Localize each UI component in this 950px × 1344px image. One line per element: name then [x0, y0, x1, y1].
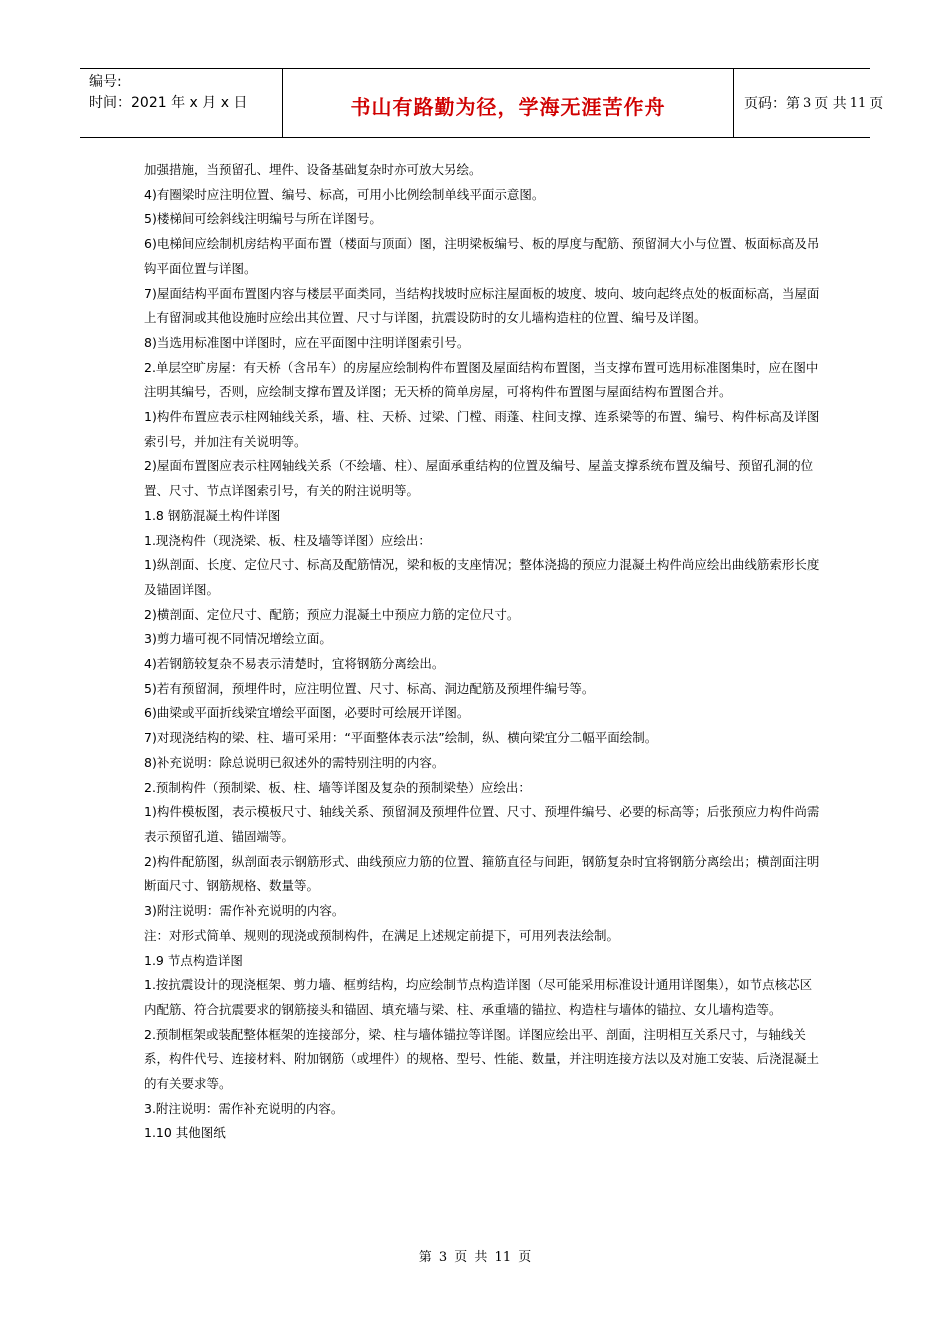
section-heading: 1.10 其他图纸 [144, 1125, 226, 1141]
document-body [144, 158, 820, 1146]
paragraph: 2.单层空旷房屋：有天桥（含吊车）的房屋应绘制构件布置图及屋面结构布置图，当支撑布置可选用标准图集时，应在图中注明其编号，否则，应绘制支撑布置及详图；无天桥的简单房屋，可将构件布置图与屋面结构布置图合并。 [144, 359, 819, 400]
paragraph: 1)构件布置应表示柱网轴线关系，墙、柱、天桥、过梁、门樘、雨蓬、柱间支撑、连系梁等的布置、编号、构件标高及详图索引号，并加注有关说明等。 [144, 409, 820, 449]
paragraph: 8)当选用标准图中详图时，应在平面图中注明详图索引号。 [144, 334, 470, 350]
paragraph: 3)附注说明：需作补充说明的内容。 [144, 903, 345, 919]
page-current: 3 [803, 95, 812, 111]
section-heading: 1.9 节点构造详图 [144, 952, 243, 968]
page-middle: 页 共 [814, 96, 847, 112]
page-suffix: 页 [869, 96, 884, 112]
paragraph: 2)横剖面、定位尺寸、配筋；预应力混凝土中预应力筋的定位尺寸。 [144, 606, 520, 622]
page-prefix: 页码：第 [744, 96, 800, 112]
header-motto-cell [282, 69, 734, 137]
paragraph: 7)对现浇结构的梁、柱、墙可采用：“平面整体表示法”绘制，纵、横向梁宜分二幅平面绘制。 [144, 730, 658, 746]
paragraph: 4)有圈梁时应注明位置、编号、标高，可用小比例绘制单线平面示意图。 [144, 186, 545, 202]
paragraph: 2)屋面布置图应表示柱网轴线关系（不绘墙、柱）、屋面承重结构的位置及编号、屋盖支撑系统布置及编号、预留孔洞的位置、尺寸、节点详图索引号，有关的附注说明等。 [144, 458, 814, 499]
page-total: 11 [849, 95, 867, 111]
date-label: 时间：2021 年 x 月 x 日 [89, 95, 248, 111]
paragraph: 5)若有预留洞，预埋件时，应注明位置、尺寸、标高、洞边配筋及预埋件编号等。 [144, 680, 595, 696]
paragraph: 加强措施，当预留孔、埋件、设备基础复杂时亦可放大另绘。 [144, 162, 482, 177]
paragraph: 2)构件配筋图，纵剖面表示钢筋形式、曲线预应力筋的位置、箍筋直径与间距，钢筋复杂时宜将钢筋分离绘出；横剖面注明断面尺寸、钢筋规格、数量等。 [144, 853, 820, 894]
paragraph: 注：对形式简单、规则的现浇或预制构件，在满足上述规定前提下，可用列表法绘制。 [144, 927, 620, 943]
paragraph: 1)构件模板图，表示模板尺寸、轴线关系、预留洞及预埋件位置、尺寸、预埋件编号、必要的标高等；后张预应力构件尚需表示预留孔道、锚固端等。 [144, 804, 820, 844]
paragraph: 6)电梯间应绘制机房结构平面布置（楼面与顶面）图，注明梁板编号、板的厚度与配筋、预留洞大小与位置、板面标高及吊钩平面位置与详图。 [144, 236, 820, 276]
paragraph: 2.预制框架或装配整体框架的连接部分，梁、柱与墙体锚拉等详图。详图应绘出平、剖面，注明相互关系尺寸，与轴线关系，构件代号、连接材料、附加钢筋（或埋件）的规格、型号、性能、数量，并注明连接方法以及对施工安装、后浇混凝土的有关要求等。 [144, 1026, 820, 1092]
header-page-number [734, 69, 884, 137]
paragraph: 5)楼梯间可绘斜线注明编号与所在详图号。 [144, 211, 382, 227]
paragraph: 1.现浇构件（现浇梁、板、柱及墙等详图）应绘出： [144, 532, 431, 548]
paragraph: 8)补充说明：除总说明已叙述外的需特别注明的内容。 [144, 754, 445, 770]
page-header [80, 68, 884, 138]
paragraph: 4)若钢筋较复杂不易表示清楚时，宜将钢筋分离绘出。 [144, 656, 445, 672]
number-label: 编号: [89, 74, 122, 90]
section-heading: 1.8 钢筋混凝土构件详图 [144, 507, 281, 523]
paragraph: 7)屋面结构平面布置图内容与楼层平面类同，当结构找坡时应标注屋面板的坡度、坡向、坡向起终点处的板面标高，当屋面上有留洞或其他设施时应绘出其位置、尺寸与详图，抗震设防时的女儿墙构造柱的位置、编号及详图。 [144, 285, 820, 326]
paragraph: 1)纵剖面、长度、定位尺寸、标高及配筋情况，梁和板的支座情况；整体浇捣的预应力混凝土构件尚应绘出曲线筋索形长度及锚固详图。 [144, 557, 820, 597]
paragraph: 2.预制构件（预制梁、板、柱、墙等详图及复杂的预制梁垫）应绘出： [144, 779, 531, 795]
motto: 书山有路勤为径，学海无涯苦作舟 [350, 94, 666, 119]
header-info [80, 69, 282, 137]
paragraph: 1.按抗震设计的现浇框架、剪力墙、框剪结构，均应绘制节点构造详图（尽可能采用标准设计通用详图集），如节点核芯区内配筋、符合抗震要求的钢筋接头和锚固、填充墙与梁、柱、承重墙的锚拉、构造柱与墙体的锚拉、女儿墙构造等。 [144, 977, 813, 1017]
page-footer: 第 3 页 共 11 页 [418, 1250, 532, 1265]
paragraph: 3.附注说明：需作补充说明的内容。 [144, 1100, 344, 1116]
paragraph: 3)剪力墙可视不同情况增绘立面。 [144, 631, 332, 647]
paragraph: 6)曲梁或平面折线梁宜增绘平面图，必要时可绘展开详图。 [144, 705, 470, 721]
